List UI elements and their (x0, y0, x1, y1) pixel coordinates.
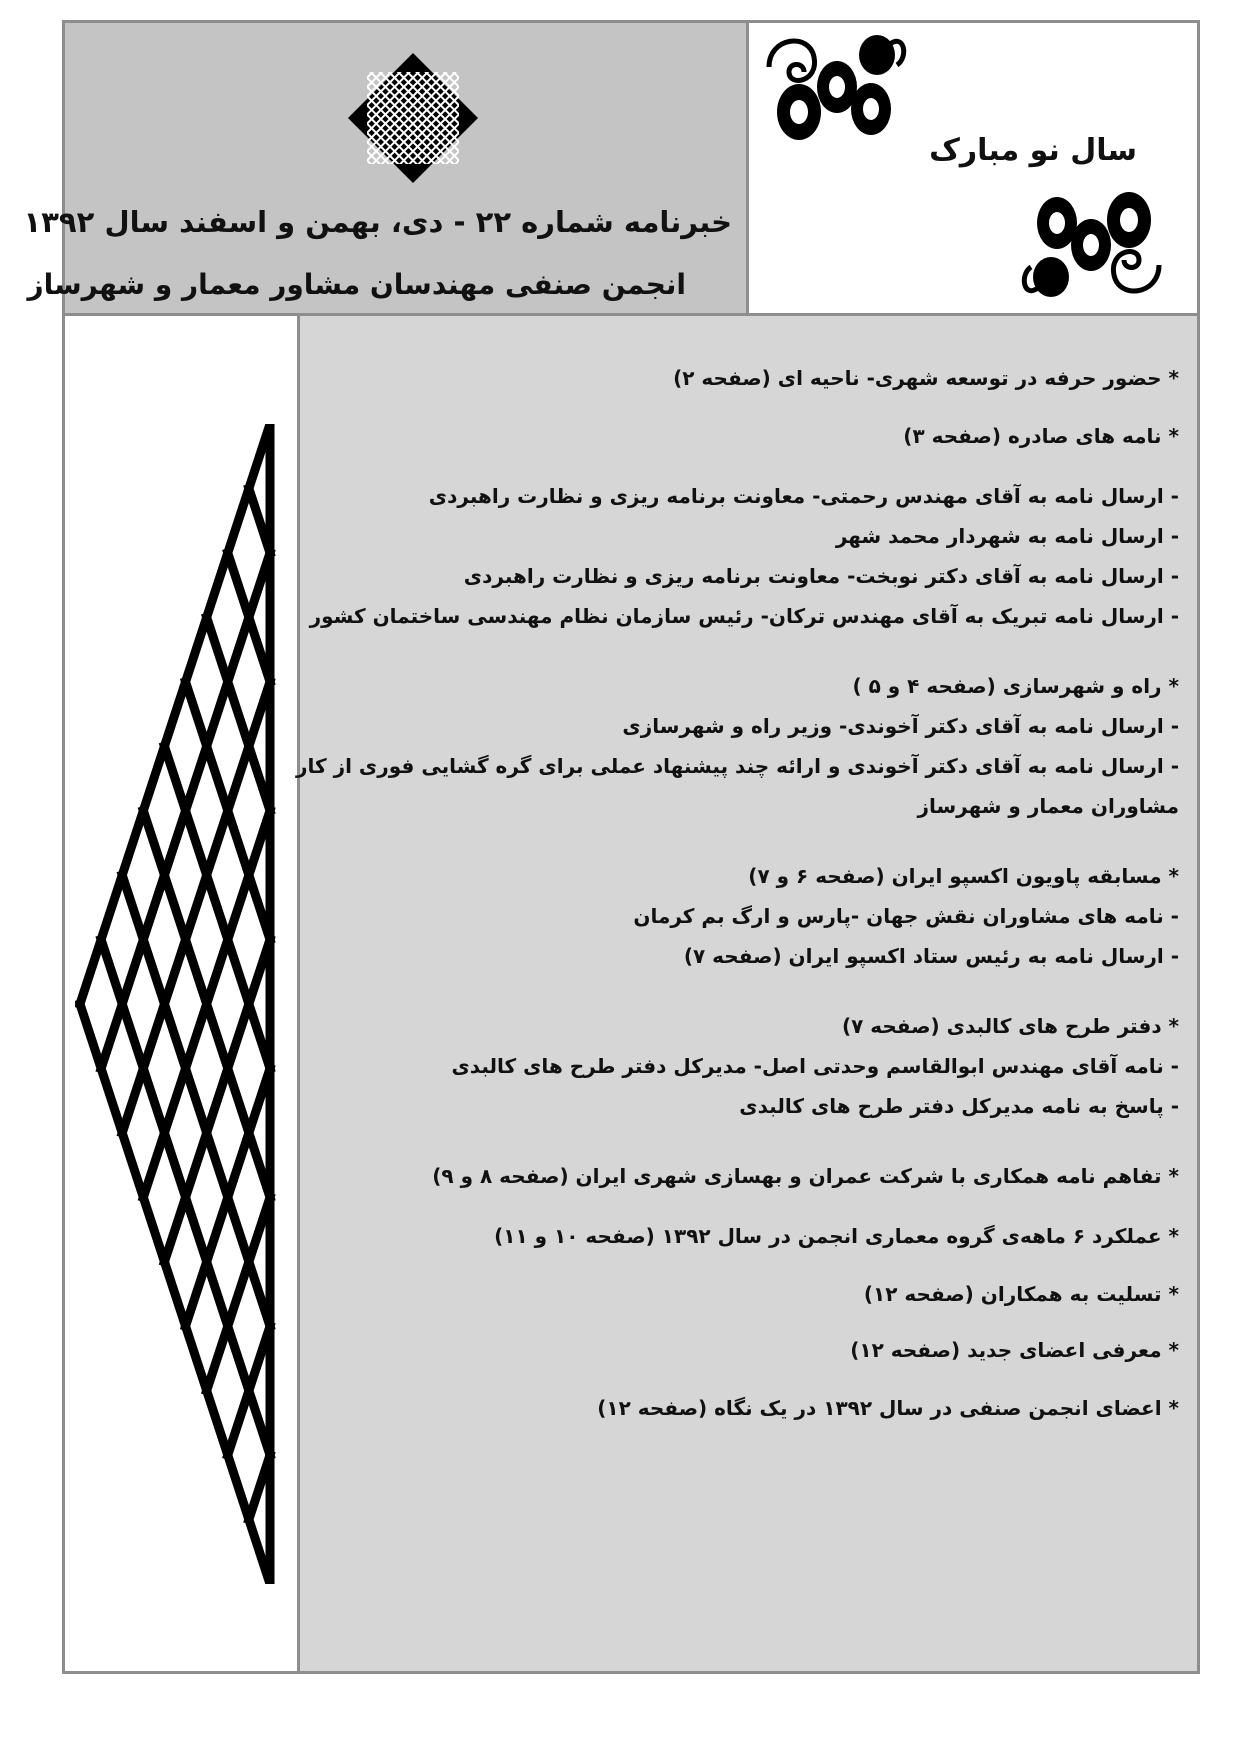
toc-item: - ارسال نامه به رئیس ستاد اکسپو ایران (صفحه ۷) (683, 944, 1179, 968)
toc-item: * راه و شهرسازی (صفحه ۴ و ۵ ) (852, 674, 1179, 698)
toc-item: - نامه های مشاوران نقش جهان -پارس و ارگ بم کرمان (633, 904, 1179, 928)
calligraphic-ornament-icon (759, 27, 909, 147)
diamond-grid-logo-icon (348, 53, 478, 183)
toc-item: - ارسال نامه به آقای دکتر آخوندی و ارائه چند پیشنهاد عملی برای گره گشایی فوری از کار (295, 754, 1179, 778)
toc-item: * مسابقه پاویون اکسپو ایران (صفحه ۶ و ۷) (748, 864, 1179, 888)
toc-item: * اعضای انجمن صنفی در سال ۱۳۹۲ در یک نگاه (صفحه ۱۲) (597, 1396, 1179, 1420)
toc-item: * تفاهم نامه همکاری با شرکت عمران و بهسازی شهری ایران (صفحه ۸ و ۹) (432, 1164, 1179, 1188)
toc-item: مشاوران معمار و شهرساز (917, 794, 1179, 818)
table-of-contents (297, 313, 1200, 1674)
new-year-greeting-box (746, 20, 1200, 316)
toc-item: - ارسال نامه به آقای دکتر آخوندی- وزیر راه و شهرسازی (622, 714, 1179, 738)
toc-item: * نامه های صادره (صفحه ۳) (903, 424, 1179, 448)
toc-item: * حضور حرفه در توسعه شهری- ناحیه ای (صفحه ۲) (673, 366, 1179, 390)
toc-item: * عملکرد ۶ ماهه‌ی گروه معماری انجمن در سال ۱۳۹۲ (صفحه ۱۰ و ۱۱) (494, 1224, 1179, 1248)
organization-name: انجمن صنفی مهندسان مشاور معمار و شهرساز (27, 268, 686, 301)
calligraphic-ornament-icon (1019, 185, 1169, 305)
toc-item: - ارسال نامه به آقای دکتر نوبخت- معاونت برنامه ریزی و نظارت راهبردی (463, 564, 1179, 588)
toc-item: - نامه آقای مهندس ابوالقاسم وحدتی اصل- مدیرکل دفتر طرح های کالبدی (451, 1054, 1179, 1078)
toc-item: - ارسال نامه به آقای مهندس رحمتی- معاونت برنامه ریزی و نظارت راهبردی (428, 484, 1179, 508)
toc-item: * دفتر طرح های کالبدی (صفحه ۷) (841, 1014, 1179, 1038)
toc-item: - ارسال نامه تبریک به آقای مهندس ترکان- رئیس سازمان نظام مهندسی ساختمان کشور (309, 604, 1179, 628)
left-ornament-column (62, 313, 300, 1674)
toc-item: - ارسال نامه به شهردار محمد شهر (835, 524, 1179, 548)
toc-item: * تسلیت به همکاران (صفحه ۱۲) (863, 1282, 1179, 1306)
title-header (23, 20, 749, 316)
diamond-lattice-ornament-icon (75, 424, 290, 1584)
newsletter-title: خبرنامه شماره ۲۲ - دی، بهمن و اسفند سال ۱۳۹۲ (23, 205, 732, 239)
toc-item: * معرفی اعضای جدید (صفحه ۱۲) (850, 1338, 1179, 1362)
greeting-text: سال نو مبارک (929, 133, 1137, 168)
toc-item: - پاسخ به نامه مدیرکل دفتر طرح های کالبدی (739, 1094, 1179, 1118)
